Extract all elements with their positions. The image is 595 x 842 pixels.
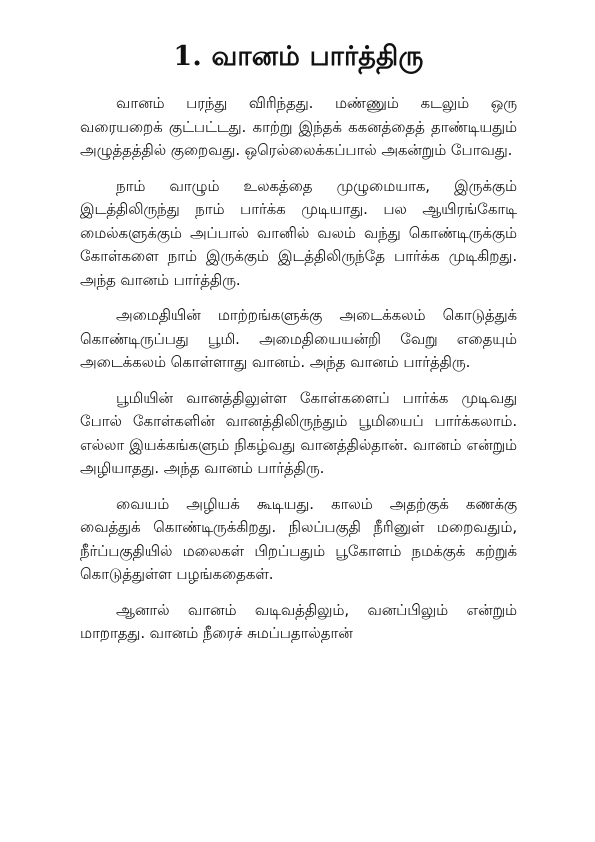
paragraph-4: பூமியின் வானத்திலுள்ள கோள்களைப் பார்க்க முடிவது போல் கோள்களின் வானத்திலிருந்தும் பூமியைப் பார்க்கலாம். எல்லா இயக்கங்களும் நிகழ்வது வானத்தில்தான். வானம் என்றும் அழியாதது. அந்த வானம் பார்த்திரு. <box>80 388 517 477</box>
paragraph-1: வானம் பரந்து விரிந்தது. மண்ணும் கடலும் ஒரு வரையறைக் குட்பட்டது. காற்று இந்தக் ககனத்தைத் தாண்டியதும் அழுத்தத்தில் குறைவது. ஒரெல்லைக்கப்பால் அகன்றும் போவது. <box>80 94 517 159</box>
chapter-title: 1. வானம் பார்த்திரு <box>173 41 424 72</box>
paragraph-6: ஆனால் வானம் வடிவத்திலும், வனப்பிலும் என்றும் மாறாதது. வானம் நீரைச் சுமப்பதால்தான் <box>80 600 517 642</box>
paragraph-5: வையம் அழியக் கூடியது. காலம் அதற்குக் கணக்கு வைத்துக் கொண்டிருக்கிறது. நிலப்பகுதி நீரினுள் மறைவதும், நீர்ப்பகுதியில் மலைகள் பிறப்பதும் பூகோளம் நமக்குக் கற்றுக் கொடுத்துள்ள பழங்கதைகள். <box>80 494 517 583</box>
paragraph-2: நாம் வாழும் உலகத்தை முழுமையாக, இருக்கும் இடத்திலிருந்து நாம் பார்க்க முடியாது. பல ஆயிரங்கோடி மைல்களுக்கும் அப்பால் வானில் வலம் வந்து கொண்டிருக்கும் கோள்களை நாம் இருக்கும் இடத்திலிருந்தே பார்க்க முடிகிறது. அந்த வானம் பார்த்திரு. <box>80 176 517 289</box>
paragraph-3: அமைதியின் மாற்றங்களுக்கு அடைக்கலம் கொடுத்துக் கொண்டிருப்பது பூமி. அமைதியையன்றி வேறு எதையும் அடைக்கலம் கொள்ளாது வானம். அந்த வானம் பார்த்திரு. <box>80 306 517 371</box>
